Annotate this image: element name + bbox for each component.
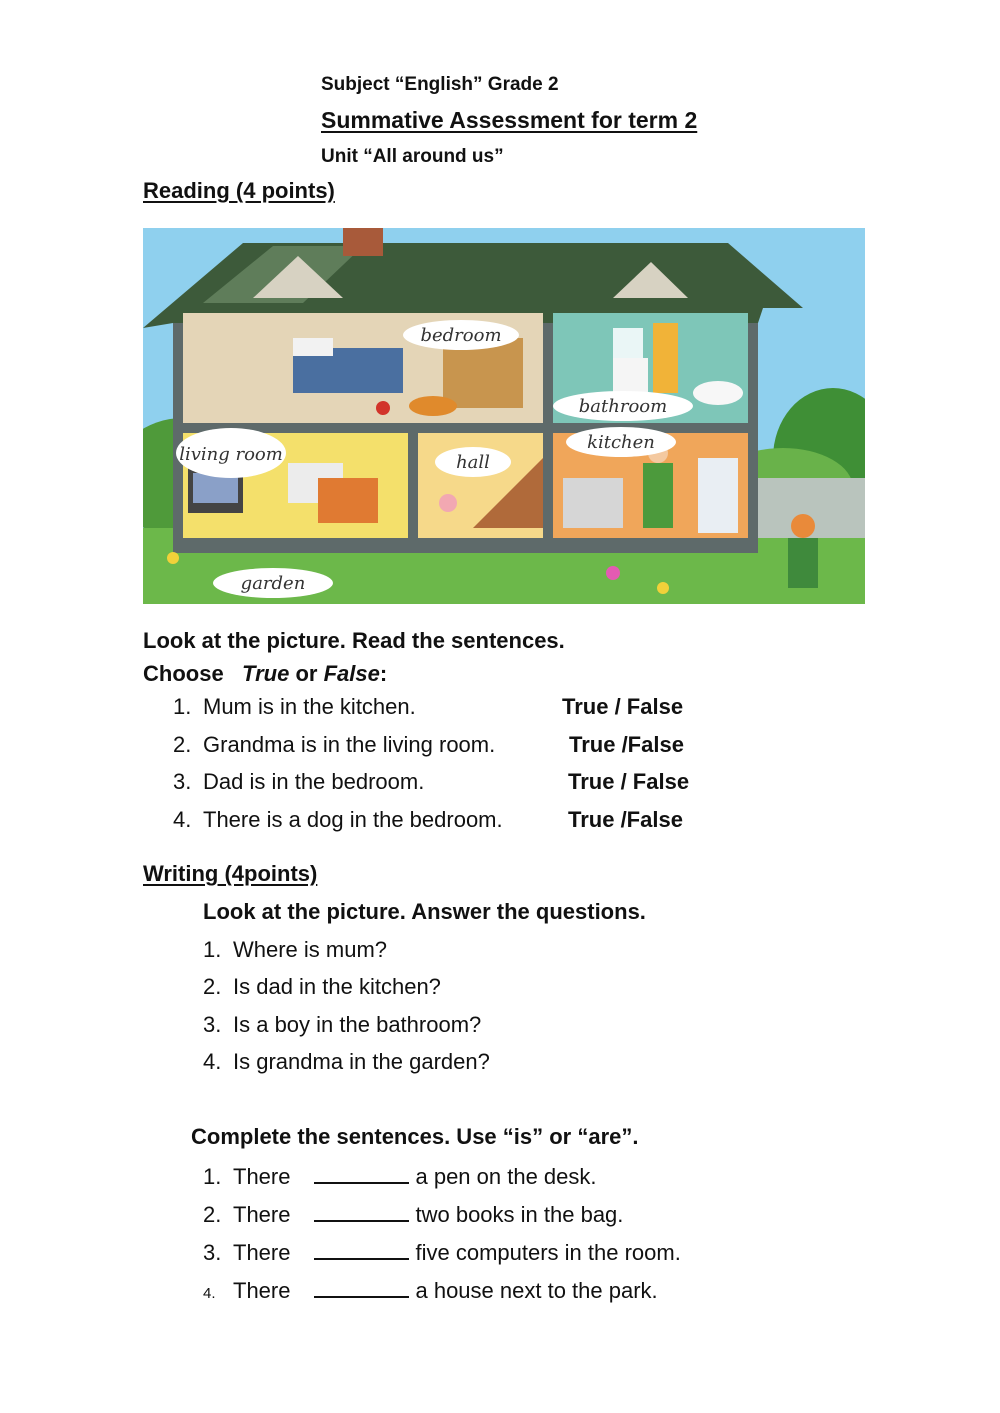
- question-number: 2.: [203, 974, 222, 999]
- or-word: or: [295, 661, 318, 686]
- sentence-end: two books in the bag.: [415, 1202, 624, 1227]
- sentence-end: a pen on the desk.: [415, 1164, 597, 1189]
- question-item: [203, 1049, 490, 1075]
- writing-section-title: Writing (4points): [143, 861, 318, 886]
- sentence-start: There: [233, 1240, 291, 1265]
- tf-options: True /False: [568, 807, 683, 832]
- tf-item-number: 2.: [173, 732, 192, 757]
- sentence-end: five computers in the room.: [415, 1240, 681, 1265]
- question-number: 1.: [203, 937, 222, 962]
- label-bathroom: bathroom: [578, 396, 668, 417]
- sentence-start: There: [233, 1278, 291, 1303]
- tf-item-number: 1.: [173, 694, 192, 719]
- sentence-start: There: [233, 1164, 291, 1189]
- question-text: Is a boy in the bathroom?: [233, 1012, 482, 1037]
- sentence-item: [203, 1200, 623, 1228]
- question-number: 3.: [203, 1012, 222, 1037]
- question-item: [203, 937, 387, 963]
- sentence-item: [203, 1276, 658, 1304]
- reading-section-title: Reading (4 points): [143, 178, 335, 203]
- answer-blank[interactable]: [314, 1200, 409, 1222]
- question-item: [203, 974, 441, 1000]
- tf-item: [173, 694, 416, 720]
- sentence-end: a house next to the park.: [415, 1278, 658, 1303]
- tf-item: [173, 769, 424, 795]
- sentence-item: [203, 1238, 681, 1266]
- tf-item-text: Mum is in the kitchen.: [203, 694, 416, 719]
- tf-item-number: 4.: [173, 807, 192, 832]
- label-hall: hall: [456, 452, 490, 473]
- writing-instruction: Look at the picture. Answer the questions.: [203, 899, 646, 924]
- answer-blank[interactable]: [314, 1162, 409, 1184]
- false-word: False: [323, 661, 380, 686]
- choose-colon: :: [379, 661, 388, 686]
- sentence-item: [203, 1162, 597, 1190]
- question-text: Where is mum?: [233, 937, 388, 962]
- choose-instruction: [143, 661, 387, 687]
- answer-blank[interactable]: [314, 1276, 409, 1298]
- reading-instruction: Look at the picture. Read the sentences.: [143, 628, 565, 653]
- tf-options: True /False: [569, 732, 684, 757]
- tf-item-text: There is a dog in the bedroom.: [203, 807, 503, 832]
- house-illustration: [143, 228, 865, 604]
- label-garden: garden: [240, 573, 306, 594]
- tf-item: [173, 807, 503, 833]
- choose-prefix: Choose: [143, 661, 224, 686]
- question-text: Is dad in the kitchen?: [233, 974, 441, 999]
- unit-line: Unit “All around us”: [321, 146, 504, 167]
- label-living-room: living room: [179, 444, 283, 465]
- sentence-number: 3.: [203, 1240, 222, 1265]
- answer-blank[interactable]: [314, 1238, 409, 1260]
- sentence-number: 4.: [203, 1285, 216, 1302]
- label-kitchen: kitchen: [587, 432, 655, 453]
- tf-item: [173, 732, 495, 758]
- tf-options: True / False: [562, 694, 684, 719]
- complete-instruction: Complete the sentences. Use “is” or “are”.: [191, 1124, 639, 1149]
- question-item: [203, 1012, 481, 1038]
- tf-options: True / False: [568, 769, 690, 794]
- sentence-number: 2.: [203, 1202, 222, 1227]
- sentence-number: 1.: [203, 1164, 222, 1189]
- tf-item-number: 3.: [173, 769, 192, 794]
- subject-line: Subject “English” Grade 2: [321, 74, 559, 95]
- label-bedroom: bedroom: [420, 325, 502, 346]
- question-text: Is grandma in the garden?: [233, 1049, 490, 1074]
- true-word: True: [242, 661, 290, 686]
- question-number: 4.: [203, 1049, 222, 1074]
- tf-item-text: Grandma is in the living room.: [203, 732, 496, 757]
- assessment-title: Summative Assessment for term 2: [321, 107, 698, 133]
- tf-item-text: Dad is in the bedroom.: [203, 769, 425, 794]
- sentence-start: There: [233, 1202, 291, 1227]
